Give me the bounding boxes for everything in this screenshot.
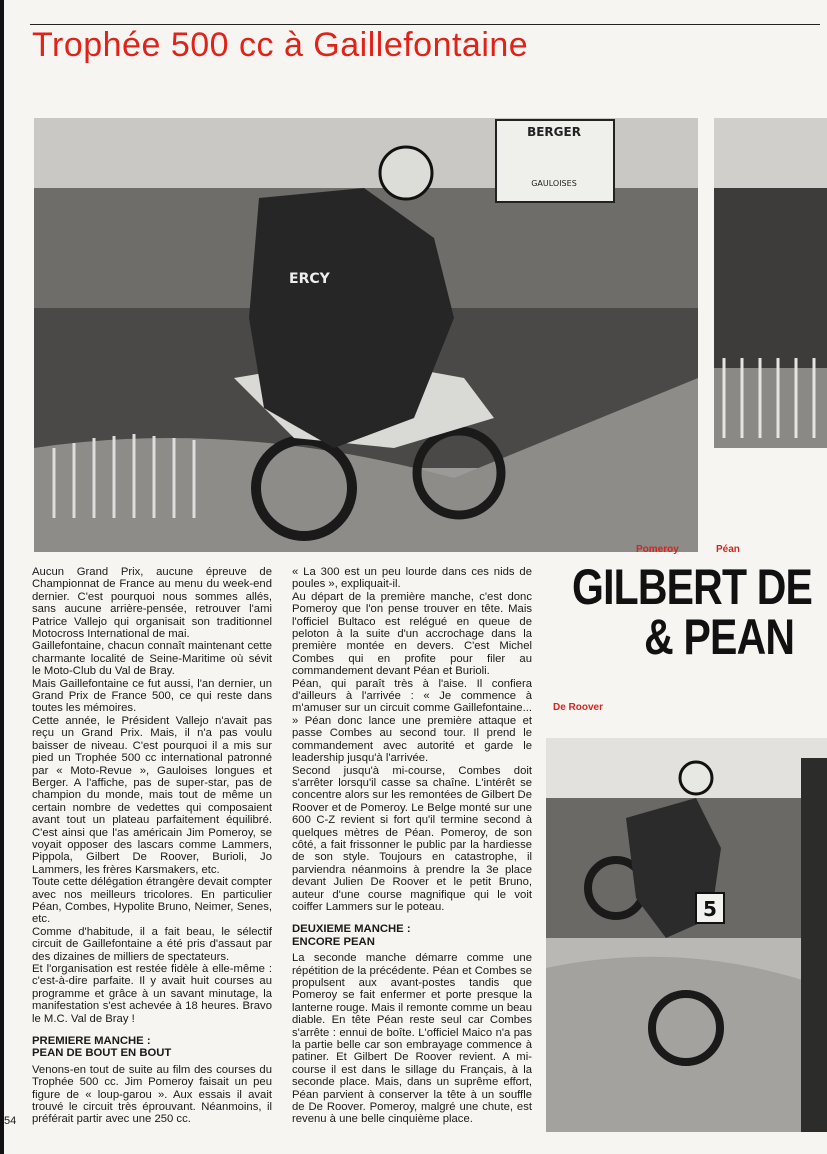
col1-paragraph: Venons-en tout de suite au film des courses du Trophée 500 cc. Jim Pomeroy faisait un peu figure de « loup-garou ». Aux essais il avait trouvé le circuit très éprouvant. Néanmoins, il préférait partir avec une 250 cc. [32, 1063, 272, 1126]
col1-paragraph: Comme d'habitude, il a fait beau, le sélectif circuit de Gaillefontaine a été pris d'assaut par des dizaines de milliers de spectateurs. [32, 925, 272, 963]
col1-paragraph: Et l'organisation est restée fidèle à elle-même : c'est-à-dire parfaite. Il y avait huit courses au programme et grâce à un savant minutage, la manifestation s'est achevée à 18 heures. Bravo le M.C. Val de Bray ! [32, 963, 272, 1025]
col2-paragraph: « La 300 est un peu lourde dans ces nids de poules », expliquait-il. [292, 566, 532, 591]
page-number: 54 [4, 1115, 17, 1127]
page-edge [0, 0, 4, 1154]
section-heading-line: PREMIERE MANCHE : [32, 1035, 151, 1048]
banner-text-berger: BERGER [527, 125, 581, 139]
col1-paragraph: Gaillefontaine, chacun connaît maintenant cette charmante localité de Seine-Maritime où sévit le Moto-Club du Val de Bray. [32, 640, 272, 678]
top-rule [30, 24, 820, 25]
crowd-photo-right [714, 118, 827, 448]
col2-paragraph: La seconde manche démarre comme une répétition de la précédente. Péan et Combes se propulsent aux avant-postes tandis que Pomeroy se fait enfermer et porte presque la lanterne rouge. Mais il remonte comme un beau diable. En tête Péan reste seul car Combes s'arrête : ennui de boîte. L'officiel Maico n'a pas la partie belle car son embrayage commence à patiner. Et Gilbert De Roover revient. A mi-course il est dans le sillage du Français, à la seconde place. Mais, dans un suprême effort, Péan parvient à conserver la tête à un souffle de De Roover. Pomeroy, malgré une chute, est revenu à une belle cinquième place. [292, 952, 532, 1126]
banner-text-gauloises: GAULOISES [531, 179, 577, 188]
headline-line2: & PEAN [644, 609, 795, 665]
page-title: Trophée 500 cc à Gaillefontaine [32, 26, 529, 64]
col1-paragraph: Cette année, le Président Vallejo n'avait pas reçu un Grand Prix. Mais, il n'a pas voulu baisser de niveau. C'est pourquoi il a mis sur pied un Trophée 500 cc international patronné par « Moto-Revue », Gauloises longues et Berger. A l'affiche, pas de super-star, pas de champion du monde, mais tout de même un certain nombre de vedettes qui composaient avant tout un plateau parfaitement équilibré. C'est ainsi que l'as américain Jim Pomeroy, se voyait opposer des lascars comme Lammers, Pippola, Gilbert De Roover, Burioli, Jo Lammers, les frères Karsmakers, etc. [32, 714, 272, 876]
article-column-2 [292, 566, 532, 1142]
col1-paragraph: Mais Gaillefontaine ce fut aussi, l'an dernier, un Grand Prix de France 500, ce qui reste dans toutes les mémoires. [32, 677, 272, 715]
col2-paragraph: Au départ de la première manche, c'est donc Pomeroy que l'on pense trouver en tête. Mais l'officiel Bultaco est relégué en queue de peloton à la suite d'un accrochage dans la première montée en devers. C'est Michel Combes qui en profite pour filer au commandement devant Péan et Burioli. [292, 590, 532, 678]
main-photo [34, 118, 698, 552]
section-heading-line: DEUXIEME MANCHE : [292, 923, 411, 936]
caption-pomeroy: Pomeroy [636, 544, 679, 555]
section-heading-line: ENCORE PEAN [292, 935, 375, 948]
section-heading-second-heat [292, 923, 532, 948]
col1-paragraph: Toute cette délégation étrangère devait compter avec nos meilleurs tricolores. En particulier Péan, Combes, Hypolite Bruno, Neimer, Senes, etc. [32, 876, 272, 926]
col2-paragraph: Péan, qui paraît très à l'aise. Il confiera d'ailleurs à l'arrivée : « Je commence à m'amuser sur un circuit comme Gaillefontaine... » Péan donc lance une première attaque et passe Combes au second tour. Il prend le commandement avec autorité et garde le leadership jusqu'à l'arrivée. [292, 677, 532, 765]
caption-de-roover: De Roover [553, 702, 604, 713]
col2-paragraph: Second jusqu'à mi-course, Combes doit s'arrêter lorsqu'il casse sa chaîne. L'intérêt se concentre alors sur les remontées de Gilbert De Roover et de Pomeroy. Le Belge monté sur une 600 C-Z revient si fort qu'il termine second à quelques mètres de Péan. Pomeroy, de son côté, a fait frissonner le public par la hardiesse de son style. Toujours en catastrophe, il parviendra néanmoins à prendre la 3e place devant Julien De Roover et le petit Bruno, auteur d'une course magnifique qui le voit coiffer Lammers sur le poteau. [292, 764, 532, 913]
rider-photo-lower-right [546, 738, 827, 1132]
caption-pean: Péan [716, 544, 740, 555]
section-heading-line: PEAN DE BOUT EN BOUT [32, 1047, 172, 1060]
race-number: 5 [703, 897, 717, 921]
col1-paragraph: Aucun Grand Prix, aucune épreuve de Championnat de France au menu du week-end dernier. C'est pourquoi nous sommes allés, sans aucune arrière-pensée, retrouver l'ami Patrice Vallejo qui organisait son traditionnel Motocross International de mai. [32, 566, 272, 641]
section-heading-first-heat [32, 1035, 272, 1060]
headline [572, 559, 813, 665]
headline-line1: GILBERT DE [572, 559, 813, 615]
article-column-1 [32, 566, 272, 1142]
rider-jersey-text: ERCY [289, 271, 330, 287]
